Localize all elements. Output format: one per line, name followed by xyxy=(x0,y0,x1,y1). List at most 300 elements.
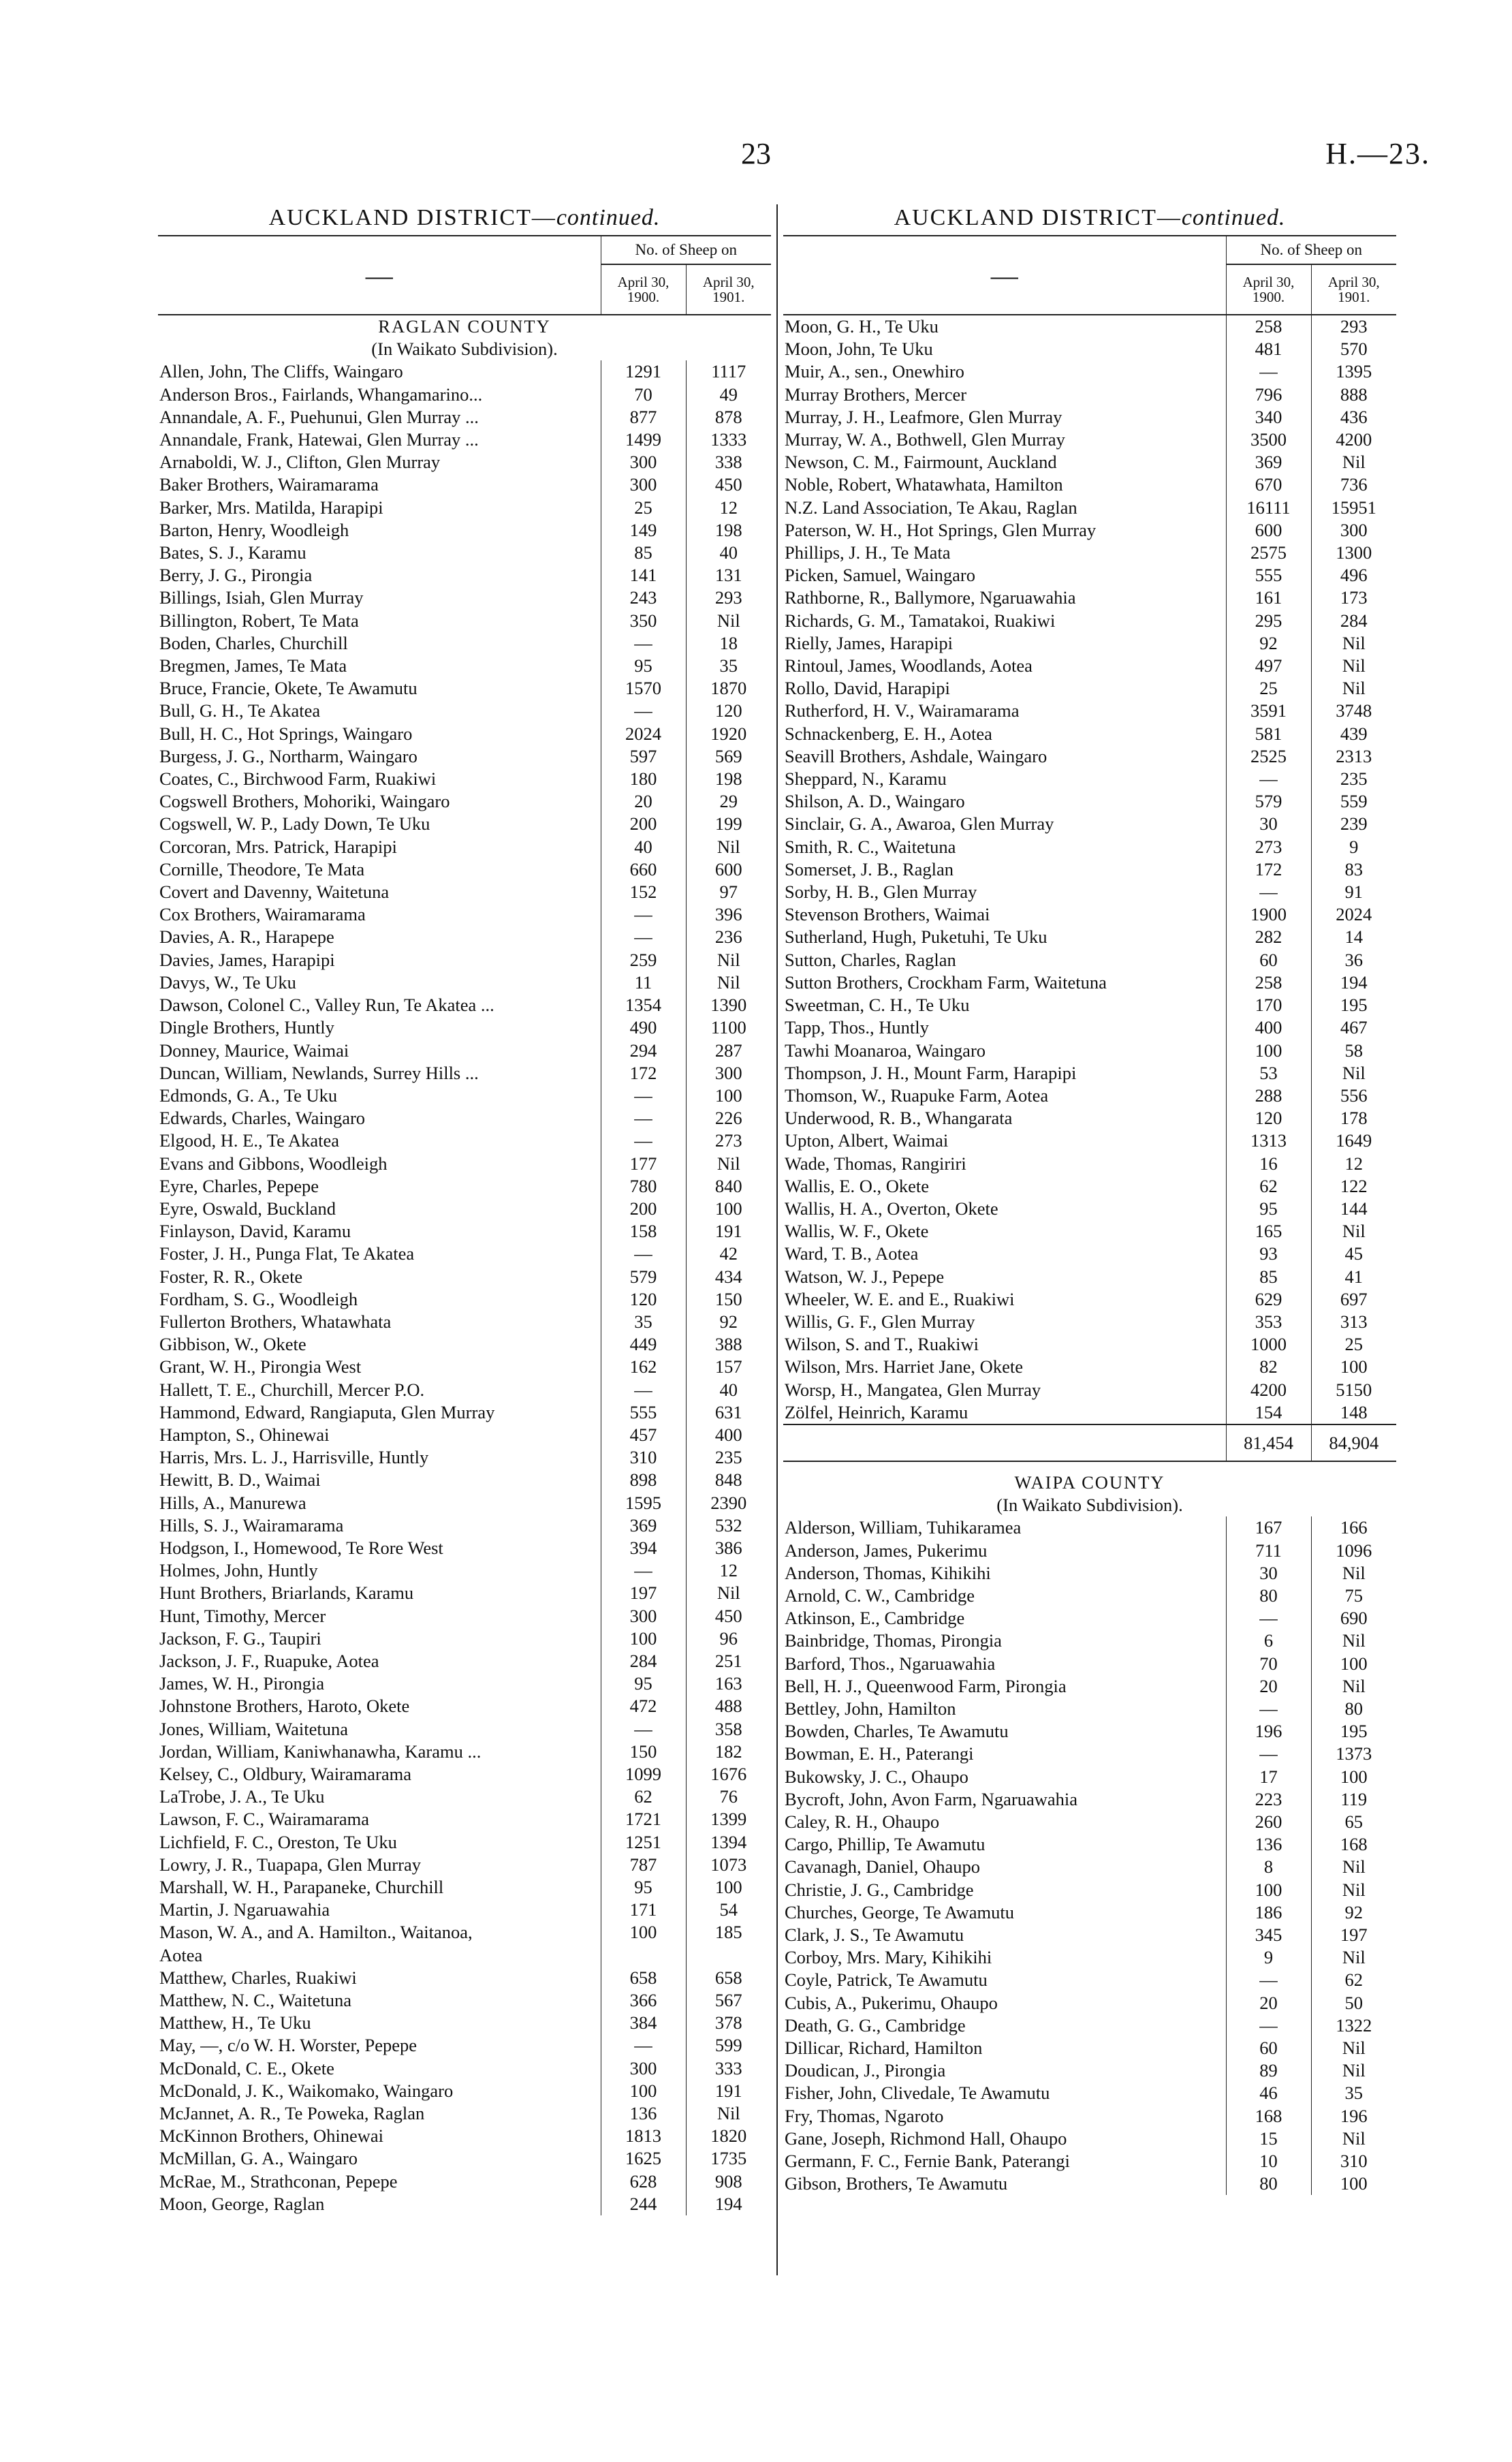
sheep-1900-cell: — xyxy=(601,1559,686,1582)
table-row xyxy=(158,384,771,406)
sheep-1901-cell: 198 xyxy=(686,519,771,542)
sheep-1900-cell: 80 xyxy=(1226,1585,1311,1607)
sheep-1900-cell: 93 xyxy=(1226,1243,1311,1265)
owner-name-cell: McDonald, J. K., Waikomako, Waingaro xyxy=(159,2080,454,2101)
left-table-body xyxy=(158,315,771,2215)
sheep-1900-cell: 258 xyxy=(1226,971,1311,994)
page-number: 23 xyxy=(741,137,771,170)
sheep-1901-cell: 91 xyxy=(1311,881,1396,903)
table-row xyxy=(783,1879,1396,1901)
right-column-title: AUCKLAND DISTRICT—continued. xyxy=(894,205,1286,230)
owner-name-cell: Hunt, Timothy, Mercer xyxy=(159,1605,326,1626)
table-row xyxy=(783,1653,1396,1675)
sheep-1901-cell: 58 xyxy=(1311,1040,1396,1062)
sheep-1901-cell: 300 xyxy=(686,1062,771,1085)
table-row xyxy=(158,2102,771,2125)
owner-name-cell: Worsp, H., Mangatea, Glen Murray xyxy=(785,1379,1041,1400)
sheep-1901-cell: 92 xyxy=(686,1311,771,1333)
sheep-1900-cell: 95 xyxy=(601,655,686,677)
owner-name-cell: Evans and Gibbons, Woodleigh xyxy=(159,1153,388,1174)
table-row xyxy=(158,1401,771,1424)
sheep-1900-cell: 1000 xyxy=(1226,1333,1311,1356)
table-row xyxy=(158,858,771,881)
table-row xyxy=(158,1085,771,1107)
table-row xyxy=(158,1921,771,1944)
table-row xyxy=(158,451,771,473)
table-row xyxy=(158,1831,771,1854)
sheep-1901-cell: 12 xyxy=(686,497,771,519)
sheep-1900-cell: 200 xyxy=(601,1198,686,1220)
sheep-1900-cell: — xyxy=(1226,1607,1311,1630)
sheep-1901-cell: 122 xyxy=(1311,1175,1396,1198)
table-row xyxy=(783,723,1396,745)
owner-name-cell: Gane, Joseph, Richmond Hall, Ohaupo xyxy=(785,2128,1067,2149)
table-row xyxy=(158,1288,771,1311)
table-row xyxy=(783,497,1396,519)
sheep-1901-cell: Nil xyxy=(1311,1946,1396,1969)
sheep-1901-cell: 50 xyxy=(1311,1992,1396,2014)
table-row xyxy=(783,1311,1396,1333)
owner-name-cell: Bull, G. H., Te Akatea xyxy=(159,700,321,721)
sheep-1901-cell: 467 xyxy=(1311,1016,1396,1039)
table-row xyxy=(783,926,1396,948)
sheep-1901-cell: 236 xyxy=(686,926,771,948)
table-row xyxy=(783,745,1396,768)
sheep-1900-cell: 167 xyxy=(1226,1516,1311,1539)
owner-name-cell: Wilson, S. and T., Ruakiwi xyxy=(785,1334,979,1355)
table-row xyxy=(783,338,1396,360)
owner-name-cell: Schnackenberg, E. H., Aotea xyxy=(785,723,992,744)
sheep-1901-cell: Nil xyxy=(1311,1856,1396,1878)
table-row xyxy=(783,1266,1396,1288)
sheep-1901-cell: 42 xyxy=(686,1243,771,1265)
owner-name-cell: Smith, R. C., Waitetuna xyxy=(785,836,956,857)
sheep-1900-cell: 196 xyxy=(1226,1720,1311,1743)
table-row xyxy=(783,2128,1396,2150)
sheep-1900-cell: 92 xyxy=(1226,632,1311,655)
owner-name-cell: Sorby, H. B., Glen Murray xyxy=(785,882,977,903)
sheep-1900-cell: 2525 xyxy=(1226,745,1311,768)
owner-name-cell: Dillicar, Richard, Hamilton xyxy=(785,2038,983,2059)
sheep-1901-cell: 76 xyxy=(686,1786,771,1808)
sheep-1901-cell: 400 xyxy=(686,1424,771,1446)
sheep-1900-cell: 658 xyxy=(601,1967,686,1989)
owner-name-cell: Jackson, J. F., Ruapuke, Aotea xyxy=(159,1650,379,1671)
county-heading: RAGLAN COUNTY xyxy=(378,316,551,337)
owner-name-cell: Matthew, Charles, Ruakiwi xyxy=(159,1967,357,1988)
sheep-1900-cell: 260 xyxy=(1226,1811,1311,1833)
owner-name-cell: McRae, M., Strathconan, Pepepe xyxy=(159,2170,398,2192)
owner-name-cell: Rutherford, H. V., Wairamarama xyxy=(785,700,1020,721)
table-row xyxy=(783,1401,1396,1424)
sheep-1900-cell: — xyxy=(601,1085,686,1107)
sheep-1900-cell: 449 xyxy=(601,1333,686,1356)
sheep-1901-cell: 49 xyxy=(686,384,771,406)
owner-name-cell: Noble, Robert, Whatawhata, Hamilton xyxy=(785,474,1063,495)
sheep-1900-cell: 579 xyxy=(601,1266,686,1288)
sheep-1900-cell: 1721 xyxy=(601,1808,686,1830)
sheep-1901-cell: 29 xyxy=(686,790,771,813)
owner-name-cell: Lawson, F. C., Wairamarama xyxy=(159,1809,370,1830)
sheep-1901-cell: 197 xyxy=(1311,1924,1396,1946)
sheep-1900-cell: 20 xyxy=(1226,1992,1311,2014)
owner-name-cell: Harris, Mrs. L. J., Harrisville, Huntly xyxy=(159,1447,429,1468)
table-row xyxy=(783,542,1396,564)
table-row xyxy=(783,2150,1396,2172)
sheep-1901-cell: 150 xyxy=(686,1288,771,1311)
owner-name-cell: Holmes, John, Huntly xyxy=(159,1560,318,1581)
owner-name-cell: Arnold, C. W., Cambridge xyxy=(785,1585,975,1606)
sheep-1900-cell: 136 xyxy=(601,2102,686,2125)
owner-name-cell: Picken, Samuel, Waingaro xyxy=(785,565,975,586)
sheep-1900-cell: — xyxy=(1226,881,1311,903)
table-row xyxy=(158,1062,771,1085)
sheep-1900-cell: 16 xyxy=(1226,1153,1311,1175)
owner-name-cell: Jones, William, Waitetuna xyxy=(159,1718,348,1739)
sheep-1900-cell: 273 xyxy=(1226,836,1311,858)
sheep-1901-cell: 333 xyxy=(686,2057,771,2080)
sheep-1900-cell: 162 xyxy=(601,1356,686,1378)
table-row xyxy=(783,1969,1396,1991)
sheep-1900-cell: 82 xyxy=(1226,1356,1311,1378)
sheep-1900-cell: 171 xyxy=(601,1899,686,1921)
table-row xyxy=(158,1718,771,1741)
table-row xyxy=(158,1763,771,1786)
owner-name-cell: Anderson, Thomas, Kihikihi xyxy=(785,1562,991,1583)
owner-name-cell: Bainbridge, Thomas, Pirongia xyxy=(785,1630,1002,1651)
owner-name-cell: Annandale, Frank, Hatewai, Glen Murray ... xyxy=(159,429,479,450)
sheep-1900-cell: 17 xyxy=(1226,1766,1311,1788)
sheep-1901-cell: 9 xyxy=(1311,836,1396,858)
sheep-1900-cell: 165 xyxy=(1226,1220,1311,1243)
sheep-table-right xyxy=(783,235,1396,2195)
table-row xyxy=(783,1379,1396,1401)
owner-name-cell: Sheppard, N., Karamu xyxy=(785,768,947,790)
owner-name-cell: Davies, James, Harapipi xyxy=(159,949,335,970)
owner-name-cell: McMillan, G. A., Waingaro xyxy=(159,2148,358,2169)
sheep-1901-cell: 1333 xyxy=(686,428,771,451)
table-row xyxy=(158,2170,771,2193)
table-row xyxy=(783,700,1396,722)
sheep-1900-cell: 1595 xyxy=(601,1492,686,1514)
sheep-1901-cell: 1073 xyxy=(686,1854,771,1876)
sheep-1901-cell: 313 xyxy=(1311,1311,1396,1333)
table-row xyxy=(158,360,771,383)
sheep-1900-cell: 158 xyxy=(601,1220,686,1243)
sheep-1901-cell: Nil xyxy=(1311,632,1396,655)
sheep-1901-cell: 434 xyxy=(686,1266,771,1288)
owner-name-cell: Bates, S. J., Karamu xyxy=(159,542,306,563)
sheep-1900-cell: 1354 xyxy=(601,994,686,1016)
sheep-1900-cell: 95 xyxy=(601,1672,686,1695)
sheep-1900-cell: 555 xyxy=(1226,564,1311,587)
sheep-1901-cell: 191 xyxy=(686,1220,771,1243)
owner-name-cell: Burgess, J. G., Northarm, Waingaro xyxy=(159,745,418,766)
owner-name-cell: Sweetman, C. H., Te Uku xyxy=(785,995,970,1016)
owner-name-cell: Baker Brothers, Wairamarama xyxy=(159,474,379,495)
owner-name-cell: Sinclair, G. A., Awaroa, Glen Murray xyxy=(785,813,1054,835)
sheep-1900-cell: 46 xyxy=(1226,2082,1311,2104)
owner-name-cell: Mason, W. A., and A. Hamilton., Waitanoa, xyxy=(159,1922,473,1943)
sheep-1901-cell: 388 xyxy=(686,1333,771,1356)
owner-name-cell: N.Z. Land Association, Te Akau, Raglan xyxy=(785,497,1077,518)
sheep-1901-cell: 35 xyxy=(686,655,771,677)
sheep-1900-cell: 53 xyxy=(1226,1062,1311,1085)
left-column xyxy=(158,201,771,2215)
table-row xyxy=(158,1243,771,1265)
sheep-1900-cell: — xyxy=(601,1129,686,1152)
owner-name-cell: Matthew, H., Te Uku xyxy=(159,2012,311,2034)
table-row xyxy=(158,2080,771,2102)
owner-name-cell: Lowry, J. R., Tuapapa, Glen Murray xyxy=(159,1854,421,1875)
sheep-1900-cell: 11 xyxy=(601,971,686,994)
sheep-1901-cell: 2024 xyxy=(1311,903,1396,926)
owner-name-cell: Hills, S. J., Wairamarama xyxy=(159,1514,344,1536)
owner-name-cell: Atkinson, E., Cambridge xyxy=(785,1608,965,1629)
table-row xyxy=(783,587,1396,609)
sheep-1900-cell: 300 xyxy=(601,451,686,473)
table-row xyxy=(783,1356,1396,1378)
sheep-1901-cell: 166 xyxy=(1311,1516,1396,1539)
sheep-1901-cell: 36 xyxy=(1311,949,1396,971)
owner-name-cell: Cogswell, W. P., Lady Down, Te Uku xyxy=(159,813,430,835)
table-row xyxy=(158,1741,771,1763)
owner-name-cell: Matthew, N. C., Waitetuna xyxy=(159,1990,351,2011)
sheep-1901-cell: 168 xyxy=(1311,1833,1396,1856)
sheep-1900-cell: 85 xyxy=(1226,1266,1311,1288)
sheep-1900-cell: 136 xyxy=(1226,1833,1311,1856)
owner-name-cell: Muir, A., sen., Onewhiro xyxy=(785,361,964,382)
sheep-1901-cell: 631 xyxy=(686,1401,771,1424)
sheep-1901-cell: 1117 xyxy=(686,360,771,383)
owner-name-cell: Grant, W. H., Pirongia West xyxy=(159,1356,362,1377)
owner-name-cell: Murray, J. H., Leafmore, Glen Murray xyxy=(785,406,1062,427)
sheep-1901-cell: 599 xyxy=(686,2034,771,2057)
owner-column-header: — xyxy=(783,236,1226,315)
table-row xyxy=(783,1607,1396,1630)
table-row xyxy=(783,1333,1396,1356)
table-row xyxy=(783,406,1396,428)
sheep-1901-cell: Nil xyxy=(1311,1062,1396,1085)
sheep-1901-cell: 310 xyxy=(1311,2150,1396,2172)
sheep-1900-cell xyxy=(601,1944,686,1967)
sheep-1901-cell: 182 xyxy=(686,1741,771,1763)
owner-name-cell: Johnstone Brothers, Haroto, Okete xyxy=(159,1696,410,1717)
sheep-1900-cell: 70 xyxy=(1226,1653,1311,1675)
owner-name-cell: Wade, Thomas, Rangiriri xyxy=(785,1153,966,1174)
table-row xyxy=(158,542,771,564)
sheep-1900-cell: 3591 xyxy=(1226,700,1311,722)
table-row xyxy=(158,1175,771,1198)
table-row xyxy=(158,1672,771,1695)
sheep-1901-cell: 736 xyxy=(1311,473,1396,496)
sheep-1901-cell: Nil xyxy=(1311,2059,1396,2082)
sheep-1901-cell: 157 xyxy=(686,1356,771,1378)
owner-name-cell: Fordham, S. G., Woodleigh xyxy=(159,1288,358,1309)
table-row xyxy=(158,1129,771,1152)
sheep-1900-cell: 152 xyxy=(601,881,686,903)
sheep-1901-cell: 690 xyxy=(1311,1607,1396,1630)
sheep-1901-cell: 658 xyxy=(686,1967,771,1989)
sheep-1901-cell: 697 xyxy=(1311,1288,1396,1311)
table-row xyxy=(158,971,771,994)
sheep-1900-cell: 1291 xyxy=(601,360,686,383)
owner-name-cell: McDonald, C. E., Okete xyxy=(159,2057,334,2078)
owner-name-cell: Wallis, H. A., Overton, Okete xyxy=(785,1198,998,1219)
sheep-1901-cell: 45 xyxy=(1311,1243,1396,1265)
sheep-1900-cell: 628 xyxy=(601,2170,686,2193)
sheep-1901-cell: 450 xyxy=(686,473,771,496)
owner-name-cell: Newson, C. M., Fairmount, Auckland xyxy=(785,452,1057,473)
sheep-count-group-header: No. of Sheep on xyxy=(601,236,771,264)
table-row xyxy=(783,949,1396,971)
owner-name-cell: Barton, Henry, Woodleigh xyxy=(159,519,349,540)
sheep-1900-cell: 186 xyxy=(1226,1901,1311,1924)
owner-name-cell: Elgood, H. E., Te Akatea xyxy=(159,1130,340,1151)
sheep-1901-cell: Nil xyxy=(1311,2128,1396,2150)
sheep-1900-cell: 25 xyxy=(1226,677,1311,700)
sheep-1901-cell: 25 xyxy=(1311,1333,1396,1356)
table-row xyxy=(783,2059,1396,2082)
column-divider xyxy=(776,204,778,2275)
sheep-1901-cell: 15951 xyxy=(1311,497,1396,519)
sheep-1901-cell: Nil xyxy=(1311,451,1396,473)
sheep-1900-cell: — xyxy=(1226,1969,1311,1991)
table-row xyxy=(158,1446,771,1469)
sheep-1900-cell: 80 xyxy=(1226,2172,1311,2195)
sheep-1901-cell: 556 xyxy=(1311,1085,1396,1107)
table-row xyxy=(158,1967,771,1989)
table-row xyxy=(158,1107,771,1129)
owner-name-cell: Hallett, T. E., Churchill, Mercer P.O. xyxy=(159,1379,425,1400)
sheep-1901-cell xyxy=(686,1944,771,1967)
sheep-1900-cell: 300 xyxy=(601,473,686,496)
sheep-1901-cell: 100 xyxy=(686,1876,771,1899)
owner-name-cell: Fry, Thomas, Ngaroto xyxy=(785,2105,944,2126)
sheep-1900-cell: — xyxy=(601,632,686,655)
sheep-1900-cell: 877 xyxy=(601,406,686,428)
sheep-1901-cell: 1676 xyxy=(686,1763,771,1786)
owner-name-cell: Finlayson, David, Karamu xyxy=(159,1221,351,1242)
sheep-1900-cell: 4200 xyxy=(1226,1379,1311,1401)
sheep-1901-cell: 284 xyxy=(1311,610,1396,632)
owner-name-cell: Stevenson Brothers, Waimai xyxy=(785,904,990,925)
sheep-1901-cell: 450 xyxy=(686,1605,771,1627)
owner-name-cell: Bowman, E. H., Paterangi xyxy=(785,1743,974,1764)
sheep-1900-cell: 579 xyxy=(1226,790,1311,813)
sheep-1901-cell: Nil xyxy=(686,1153,771,1175)
table-row xyxy=(783,655,1396,677)
table-row xyxy=(783,1856,1396,1878)
owner-name-cell xyxy=(783,1424,1226,1461)
sheep-1901-cell: 100 xyxy=(686,1085,771,1107)
sheep-1901-cell: 567 xyxy=(686,1989,771,2012)
owner-name-cell: Sutherland, Hugh, Puketuhi, Te Uku xyxy=(785,926,1048,948)
owner-name-cell: Bregmen, James, Te Mata xyxy=(159,655,347,676)
sheep-1901-cell: 488 xyxy=(686,1695,771,1717)
sheep-1901-cell: 848 xyxy=(686,1469,771,1491)
sheep-1901-cell: 100 xyxy=(1311,1356,1396,1378)
sheep-1900-cell: 284 xyxy=(601,1650,686,1672)
table-row xyxy=(158,1786,771,1808)
owner-name-cell: Zölfel, Heinrich, Karamu xyxy=(785,1401,968,1422)
county-heading: WAIPA COUNTY xyxy=(1014,1471,1165,1493)
sheep-1901-cell: 570 xyxy=(1311,338,1396,360)
sheep-1901-cell: 1390 xyxy=(686,994,771,1016)
owner-name-cell: Arnaboldi, W. J., Clifton, Glen Murray xyxy=(159,452,441,473)
owner-name-cell: Allen, John, The Cliffs, Waingaro xyxy=(159,361,403,382)
owner-name-cell: Corboy, Mrs. Mary, Kihikihi xyxy=(785,1947,992,1968)
sheep-1900-cell: 95 xyxy=(1226,1198,1311,1220)
sheep-1901-cell: 1394 xyxy=(686,1831,771,1854)
sheep-1901-cell: 436 xyxy=(1311,406,1396,428)
sheep-1901-cell: Nil xyxy=(1311,1220,1396,1243)
sheep-1900-cell: 200 xyxy=(601,813,686,835)
sheep-1900-cell: 1499 xyxy=(601,428,686,451)
table-row xyxy=(158,790,771,813)
sheep-1901-cell: 496 xyxy=(1311,564,1396,587)
sheep-1900-cell: 100 xyxy=(601,2080,686,2102)
table-row xyxy=(783,1630,1396,1652)
sheep-1900-cell: 787 xyxy=(601,1854,686,1876)
sheep-1901-cell: Nil xyxy=(1311,655,1396,677)
sheep-1901-cell: 273 xyxy=(686,1129,771,1152)
sheep-1900-cell: 1625 xyxy=(601,2147,686,2170)
owner-column-header: — xyxy=(158,236,601,315)
owner-name-cell: Davys, W., Te Uku xyxy=(159,971,296,993)
sheep-1900-cell: — xyxy=(601,1379,686,1401)
right-column xyxy=(783,201,1396,2195)
table-row xyxy=(783,1540,1396,1562)
sheep-1900-cell: 300 xyxy=(601,2057,686,2080)
sheep-1901-cell: 14 xyxy=(1311,926,1396,948)
owner-name-cell: Covert and Davenny, Waitetuna xyxy=(159,882,390,903)
owner-name-cell: Bull, H. C., Hot Springs, Waingaro xyxy=(159,723,413,744)
table-row xyxy=(783,519,1396,542)
table-row xyxy=(783,632,1396,655)
table-row xyxy=(783,1129,1396,1152)
owner-name-cell: Bowden, Charles, Te Awamutu xyxy=(785,1721,1009,1742)
owner-name-cell: Fullerton Brothers, Whatawhata xyxy=(159,1311,392,1332)
sheep-1901-cell: 532 xyxy=(686,1514,771,1537)
sheep-1900-cell: 369 xyxy=(601,1514,686,1537)
table-row xyxy=(783,903,1396,926)
owner-name-cell: Cox Brothers, Wairamarama xyxy=(159,904,366,925)
table-row xyxy=(158,610,771,632)
table-row xyxy=(158,497,771,519)
sheep-1900-cell: 10 xyxy=(1226,2150,1311,2172)
sheep-1901-cell: Nil xyxy=(686,610,771,632)
year-1900-header: April 30, 1900. xyxy=(1226,264,1311,315)
sheep-1901-cell: 559 xyxy=(1311,790,1396,813)
table-row xyxy=(783,1198,1396,1220)
sheep-1900-cell: 177 xyxy=(601,1153,686,1175)
owner-name-cell: Anderson, James, Pukerimu xyxy=(785,1540,988,1561)
sheep-1900-cell: 40 xyxy=(601,836,686,858)
owner-name-cell: Eyre, Oswald, Buckland xyxy=(159,1198,336,1219)
owner-name-cell: Sutton, Charles, Raglan xyxy=(785,949,956,970)
sheep-1900-cell: 1900 xyxy=(1226,903,1311,926)
owner-name-cell: Thomson, W., Ruapuke Farm, Aotea xyxy=(785,1085,1049,1106)
table-row xyxy=(158,1469,771,1491)
table-row xyxy=(783,610,1396,632)
sheep-1900-cell: 20 xyxy=(601,790,686,813)
table-row xyxy=(158,2057,771,2080)
sheep-1901-cell: 878 xyxy=(686,406,771,428)
sheep-1900-cell: 161 xyxy=(1226,587,1311,609)
sheep-1900-cell: 350 xyxy=(601,610,686,632)
sheep-1901-cell: 396 xyxy=(686,903,771,926)
